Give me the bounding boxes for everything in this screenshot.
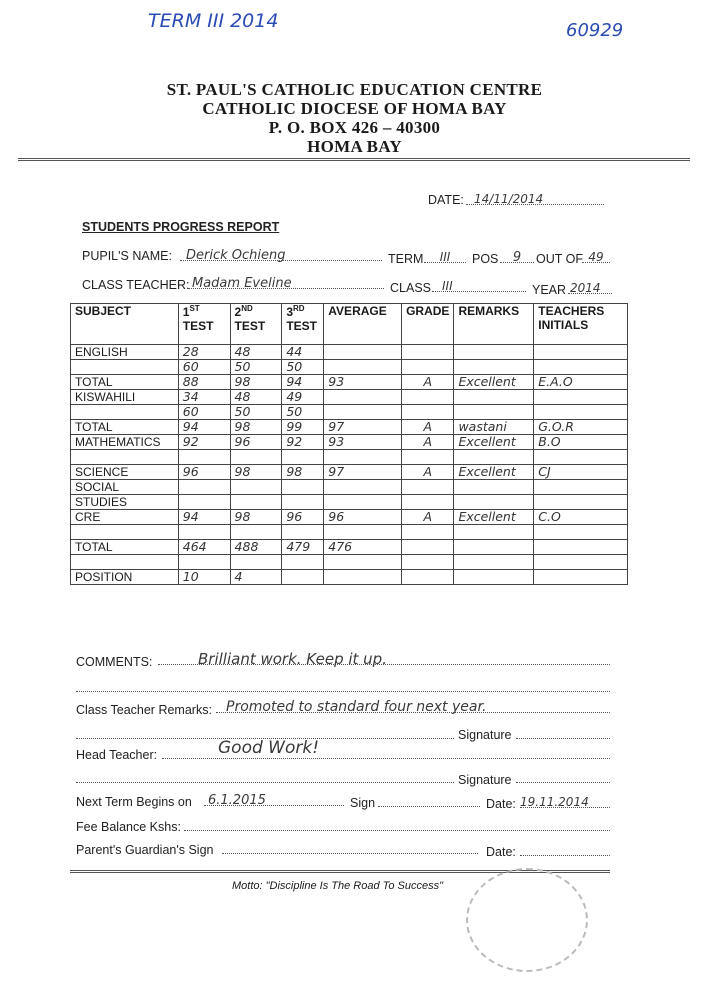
term-field xyxy=(424,248,466,263)
cell-grade xyxy=(402,570,454,585)
signature-label-2: Signature xyxy=(458,773,512,787)
pupil-name: Derick Ochieng xyxy=(186,248,286,263)
header-test-1: 1ST TEST xyxy=(178,304,230,345)
head-teacher-label: Head Teacher: xyxy=(76,748,158,762)
date-field xyxy=(466,190,604,205)
table-row xyxy=(71,540,628,555)
cell-subject: TOTAL xyxy=(71,375,179,390)
class-teacher-remarks-field xyxy=(216,698,610,713)
cell-average xyxy=(324,495,402,510)
cell-average xyxy=(324,345,402,360)
outof-field xyxy=(582,248,610,263)
cell-initials xyxy=(534,540,628,555)
cell-subject: STUDIES xyxy=(71,495,179,510)
cell-test-2: 488 xyxy=(230,540,282,555)
cell-test-3 xyxy=(282,480,324,495)
cell-test-1 xyxy=(178,495,230,510)
cell-grade: A xyxy=(402,375,454,390)
cell-initials xyxy=(534,405,628,420)
guardian-date-field xyxy=(520,841,610,856)
cell-test-1 xyxy=(178,525,230,540)
table-row xyxy=(71,375,628,390)
cell-test-2: 50 xyxy=(230,405,282,420)
cell-test-3 xyxy=(282,570,324,585)
sign-field xyxy=(378,792,480,807)
cell-test-3 xyxy=(282,555,324,570)
cell-grade xyxy=(402,360,454,375)
cell-test-1: 28 xyxy=(178,345,230,360)
cell-initials: G.O.R xyxy=(534,420,628,435)
table-row xyxy=(71,510,628,525)
cell-initials xyxy=(534,495,628,510)
date-label: DATE: xyxy=(428,193,464,207)
table-row xyxy=(71,435,628,450)
comments-value: Brilliant work. Keep it up. xyxy=(198,650,387,668)
header-average: AVERAGE xyxy=(324,304,402,345)
term-value: III xyxy=(439,250,451,264)
cell-average xyxy=(324,450,402,465)
cell-remarks xyxy=(454,570,534,585)
header-subject: SUBJECT xyxy=(71,304,179,345)
table-row xyxy=(71,345,628,360)
next-term-date-label: Date: xyxy=(486,797,516,811)
cell-remarks: Excellent xyxy=(454,510,534,525)
comments-line-2 xyxy=(76,677,610,692)
cell-grade xyxy=(402,405,454,420)
cell-average: 93 xyxy=(324,435,402,450)
cell-test-1 xyxy=(178,555,230,570)
header-grade: GRADE xyxy=(402,304,454,345)
cell-initials xyxy=(534,360,628,375)
remarks-line-2 xyxy=(76,724,454,739)
cell-test-2: 96 xyxy=(230,435,282,450)
cell-grade xyxy=(402,495,454,510)
diocese-name: CATHOLIC DIOCESE OF HOMA BAY xyxy=(202,99,507,118)
cell-initials xyxy=(534,570,628,585)
cell-test-1: 96 xyxy=(178,465,230,480)
cell-average xyxy=(324,555,402,570)
cell-test-3 xyxy=(282,495,324,510)
guardian-sign-label: Parent's Guardian's Sign xyxy=(76,843,214,857)
cell-test-2 xyxy=(230,495,282,510)
document-number: 60929 xyxy=(566,20,624,41)
term-annotation: TERM III 2014 xyxy=(148,10,279,32)
cell-remarks xyxy=(454,555,534,570)
signature-label-1: Signature xyxy=(458,728,512,742)
cell-test-3: 49 xyxy=(282,390,324,405)
cell-subject xyxy=(71,555,179,570)
cell-test-1: 34 xyxy=(178,390,230,405)
cell-test-2: 98 xyxy=(230,465,282,480)
cell-test-3: 98 xyxy=(282,465,324,480)
cell-remarks: Excellent xyxy=(454,465,534,480)
cell-average: 93 xyxy=(324,375,402,390)
cell-subject: TOTAL xyxy=(71,420,179,435)
header-initials: TEACHERS INITIALS xyxy=(534,304,628,345)
cell-subject xyxy=(71,525,179,540)
pupil-name-field xyxy=(180,246,382,261)
cell-remarks xyxy=(454,495,534,510)
year-value: 2014 xyxy=(570,281,601,295)
next-term-date-value: 19.11.2014 xyxy=(520,795,589,809)
cell-grade: A xyxy=(402,465,454,480)
cell-remarks xyxy=(454,390,534,405)
cell-remarks: Excellent xyxy=(454,375,534,390)
cell-initials xyxy=(534,390,628,405)
outof-label: OUT OF xyxy=(536,252,583,266)
cell-initials xyxy=(534,480,628,495)
cell-average xyxy=(324,390,402,405)
table-row xyxy=(71,465,628,480)
outof-value: 49 xyxy=(588,250,604,264)
cell-average xyxy=(324,480,402,495)
cell-subject: POSITION xyxy=(71,570,179,585)
cell-grade xyxy=(402,480,454,495)
header-divider xyxy=(18,158,690,161)
cell-remarks xyxy=(454,525,534,540)
cell-test-1: 60 xyxy=(178,405,230,420)
po-box: P. O. BOX 426 – 40300 xyxy=(268,118,441,137)
header-remarks: REMARKS xyxy=(454,304,534,345)
cell-average xyxy=(324,405,402,420)
cell-subject xyxy=(71,360,179,375)
head-teacher-line-2 xyxy=(76,768,454,783)
fee-balance-field xyxy=(184,816,610,831)
table-row xyxy=(71,480,628,495)
table-row xyxy=(71,405,628,420)
cell-initials: B.O xyxy=(534,435,628,450)
cell-initials xyxy=(534,525,628,540)
cell-test-3: 479 xyxy=(282,540,324,555)
signature-field-2 xyxy=(516,768,610,783)
pupil-name-label: PUPIL'S NAME: xyxy=(82,249,172,263)
year-field xyxy=(568,279,612,294)
fee-balance-label: Fee Balance Kshs: xyxy=(76,820,181,834)
cell-subject: KISWAHILI xyxy=(71,390,179,405)
cell-test-1 xyxy=(178,480,230,495)
table-row xyxy=(71,420,628,435)
cell-initials xyxy=(534,555,628,570)
next-term-value: 6.1.2015 xyxy=(208,793,266,808)
cell-average xyxy=(324,525,402,540)
cell-average: 97 xyxy=(324,465,402,480)
class-field xyxy=(432,277,526,292)
year-label: YEAR xyxy=(532,283,567,297)
class-label: CLASS xyxy=(390,281,431,295)
guardian-sign-field xyxy=(222,839,478,854)
cell-test-3: 96 xyxy=(282,510,324,525)
cell-subject: ENGLISH xyxy=(71,345,179,360)
cell-test-1: 60 xyxy=(178,360,230,375)
cell-initials: CJ xyxy=(534,465,628,480)
next-term-date-field xyxy=(520,793,610,808)
cell-test-2 xyxy=(230,555,282,570)
cell-test-1: 94 xyxy=(178,510,230,525)
cell-initials: C.O xyxy=(534,510,628,525)
class-teacher-remarks-label: Class Teacher Remarks: xyxy=(76,703,212,717)
cell-test-2: 98 xyxy=(230,375,282,390)
cell-test-3: 50 xyxy=(282,405,324,420)
cell-test-2: 98 xyxy=(230,510,282,525)
head-teacher-field xyxy=(162,738,610,759)
comments-label: COMMENTS: xyxy=(76,655,153,669)
cell-test-2: 48 xyxy=(230,345,282,360)
guardian-date-label: Date: xyxy=(486,845,516,859)
cell-subject xyxy=(71,450,179,465)
cell-remarks xyxy=(454,360,534,375)
header-test-3: 3RD TEST xyxy=(282,304,324,345)
cell-grade xyxy=(402,390,454,405)
results-table xyxy=(70,303,628,585)
cell-test-2: 50 xyxy=(230,360,282,375)
cell-test-1: 10 xyxy=(178,570,230,585)
cell-remarks: wastani xyxy=(454,420,534,435)
cell-remarks xyxy=(454,405,534,420)
motto: Motto: "Discipline Is The Road To Success" xyxy=(232,880,443,892)
cell-test-2 xyxy=(230,525,282,540)
cell-remarks xyxy=(454,450,534,465)
cell-test-1: 464 xyxy=(178,540,230,555)
cell-average: 96 xyxy=(324,510,402,525)
cell-subject xyxy=(71,405,179,420)
cell-initials: E.A.O xyxy=(534,375,628,390)
cell-subject: SCIENCE xyxy=(71,465,179,480)
cell-test-2: 48 xyxy=(230,390,282,405)
class-value: III xyxy=(442,279,453,293)
cell-initials xyxy=(534,450,628,465)
table-row xyxy=(71,360,628,375)
cell-remarks xyxy=(454,480,534,495)
cell-grade xyxy=(402,345,454,360)
school-stamp xyxy=(466,868,588,972)
pos-field xyxy=(500,248,534,263)
cell-grade xyxy=(402,540,454,555)
cell-subject: MATHEMATICS xyxy=(71,435,179,450)
cell-test-3: 50 xyxy=(282,360,324,375)
cell-average xyxy=(324,570,402,585)
cell-initials xyxy=(534,345,628,360)
cell-grade xyxy=(402,525,454,540)
sign-label: Sign xyxy=(350,796,376,810)
class-teacher-field xyxy=(188,274,384,289)
cell-test-3: 44 xyxy=(282,345,324,360)
cell-test-2 xyxy=(230,450,282,465)
cell-grade xyxy=(402,450,454,465)
class-teacher-label: CLASS TEACHER: xyxy=(82,278,190,292)
table-row xyxy=(71,555,628,570)
table-row xyxy=(71,450,628,465)
cell-test-1 xyxy=(178,450,230,465)
cell-test-3: 92 xyxy=(282,435,324,450)
cell-subject: TOTAL xyxy=(71,540,179,555)
date-value: 14/11/2014 xyxy=(474,192,544,206)
class-teacher-remarks-value: Promoted to standard four next year. xyxy=(226,699,487,715)
cell-subject: CRE xyxy=(71,510,179,525)
cell-subject: SOCIAL xyxy=(71,480,179,495)
comments-field xyxy=(158,650,610,668)
cell-remarks xyxy=(454,540,534,555)
cell-grade: A xyxy=(402,510,454,525)
report-title: STUDENTS PROGRESS REPORT xyxy=(82,220,280,234)
cell-test-2: 98 xyxy=(230,420,282,435)
town: HOMA BAY xyxy=(307,137,402,156)
cell-test-1: 94 xyxy=(178,420,230,435)
table-row xyxy=(71,525,628,540)
cell-grade: A xyxy=(402,435,454,450)
pos-value: 9 xyxy=(512,250,522,265)
table-row xyxy=(71,570,628,585)
pos-label: POS xyxy=(472,252,499,266)
cell-test-2 xyxy=(230,480,282,495)
school-name: ST. PAUL'S CATHOLIC EDUCATION CENTRE xyxy=(166,80,543,99)
signature-field-1 xyxy=(516,724,610,739)
cell-average: 97 xyxy=(324,420,402,435)
header-test-2: 2ND TEST xyxy=(230,304,282,345)
cell-grade: A xyxy=(402,420,454,435)
head-teacher-value: Good Work! xyxy=(218,738,320,758)
cell-test-2: 4 xyxy=(230,570,282,585)
cell-test-1: 88 xyxy=(178,375,230,390)
cell-test-3: 94 xyxy=(282,375,324,390)
term-label: TERM xyxy=(388,252,424,266)
cell-remarks xyxy=(454,345,534,360)
table-header-row xyxy=(71,304,628,345)
table-row xyxy=(71,390,628,405)
cell-test-3: 99 xyxy=(282,420,324,435)
next-term-field xyxy=(204,791,344,806)
table-row xyxy=(71,495,628,510)
cell-grade xyxy=(402,555,454,570)
cell-test-3 xyxy=(282,525,324,540)
cell-average xyxy=(324,360,402,375)
cell-remarks: Excellent xyxy=(454,435,534,450)
cell-test-3 xyxy=(282,450,324,465)
next-term-label: Next Term Begins on xyxy=(76,795,192,809)
cell-test-1: 92 xyxy=(178,435,230,450)
class-teacher-name: Madam Eveline xyxy=(192,276,292,291)
cell-average: 476 xyxy=(324,540,402,555)
